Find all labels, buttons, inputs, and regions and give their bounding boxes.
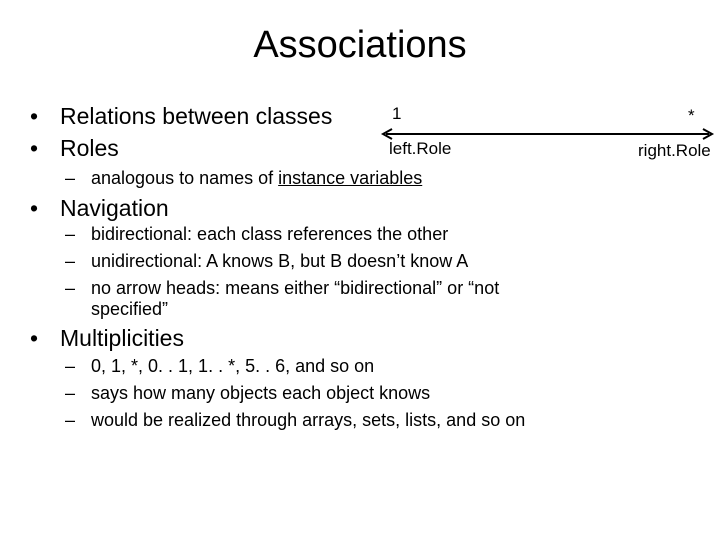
bullet-marker: • <box>30 135 39 161</box>
sub-bullet-text: 0, 1, *, 0. . 1, 1. . *, 5. . 6, and so on <box>91 356 375 376</box>
dash-marker: – <box>65 168 76 188</box>
bullet-relations <box>30 102 332 130</box>
dash-marker: – <box>65 251 76 271</box>
bullet-text: Relations between classes <box>60 103 333 129</box>
slide-title: Associations <box>253 24 467 66</box>
bullet-marker: • <box>30 325 39 351</box>
sub-bullet-multiplicities-2 <box>65 382 430 404</box>
dash-marker: – <box>65 383 76 403</box>
sub-bullet-text: no arrow heads: means either “bidirectional” or “not <box>91 278 500 298</box>
sub-bullet-navigation-2 <box>65 250 468 272</box>
bullet-roles <box>30 134 119 162</box>
sub-bullet-text: unidirectional: A knows B, but B doesn’t know A <box>91 251 469 271</box>
dash-marker: – <box>65 410 76 430</box>
underlined-term: instance variables <box>278 168 423 188</box>
left-multiplicity: 1 <box>392 104 402 123</box>
dash-marker: – <box>65 278 76 298</box>
right-multiplicity: * <box>688 106 695 125</box>
sub-bullet-navigation-3-continued: specified” <box>91 299 169 319</box>
sub-bullet-text: would be realized through arrays, sets, lists, and so on <box>91 410 526 430</box>
bullet-marker: • <box>30 103 39 129</box>
dash-marker: – <box>65 356 76 376</box>
sub-bullet-text: analogous to names of <box>91 168 279 188</box>
bullet-text: Roles <box>60 135 119 161</box>
left-role-label: left.Role <box>389 139 452 158</box>
bullet-navigation <box>30 194 169 222</box>
bullet-text: Navigation <box>60 195 169 221</box>
sub-bullet-multiplicities-3 <box>65 409 525 431</box>
sub-bullet-multiplicities-1 <box>65 355 374 377</box>
bullet-multiplicities <box>30 324 184 352</box>
dash-marker: – <box>65 224 76 244</box>
sub-bullet-text: bidirectional: each class references the other <box>91 224 449 244</box>
bullet-text: Multiplicities <box>60 325 184 351</box>
sub-bullet-navigation-3 <box>65 277 499 299</box>
right-role-label: right.Role <box>638 141 711 160</box>
sub-bullet-roles <box>65 167 422 189</box>
sub-bullet-navigation-1 <box>65 223 448 245</box>
bullet-marker: • <box>30 195 39 221</box>
sub-bullet-text: says how many objects each object knows <box>91 383 431 403</box>
